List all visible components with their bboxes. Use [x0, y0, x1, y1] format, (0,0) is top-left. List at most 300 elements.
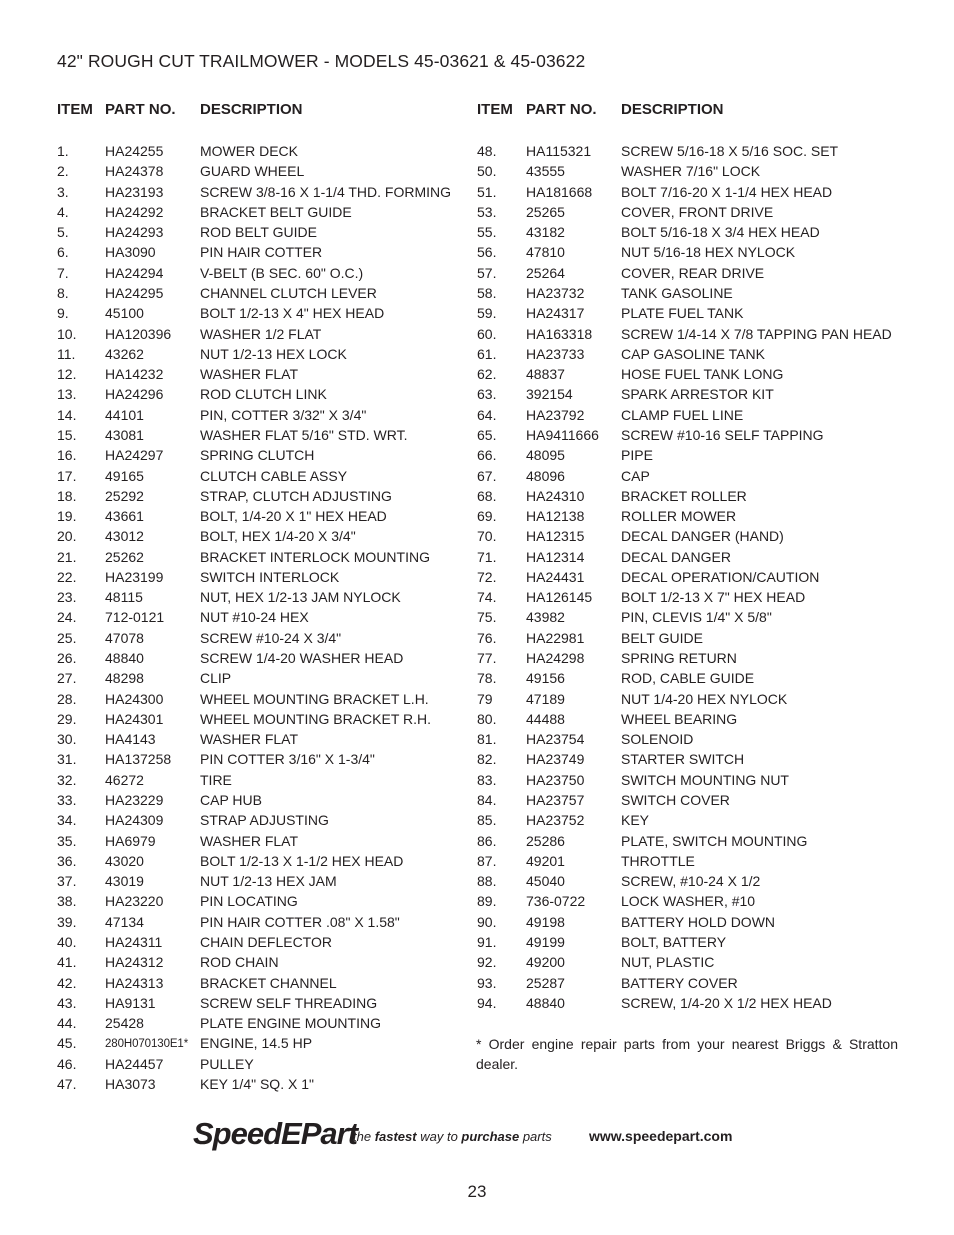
- part-number: 47810: [526, 244, 565, 261]
- footnote: * Order engine repair parts from your nearest Briggs & Stratton dealer.: [476, 1036, 898, 1072]
- item-number: 26.: [57, 650, 77, 667]
- part-number: HA24301: [105, 710, 164, 727]
- part-number: 43019: [105, 873, 144, 890]
- part-number: HA12138: [526, 508, 585, 525]
- part-number: 25286: [526, 832, 565, 849]
- table-row: [0, 1034, 477, 1054]
- part-description: ROD CLUTCH LINK: [200, 386, 327, 403]
- part-description: WASHER FLAT: [200, 832, 299, 849]
- part-number: HA24294: [105, 264, 164, 281]
- table-row: [0, 385, 954, 405]
- part-number: 48840: [526, 994, 565, 1011]
- part-number: 44101: [105, 406, 144, 423]
- tagline-part: fastest: [374, 1129, 417, 1144]
- item-number: 55.: [477, 224, 497, 241]
- part-number: HA23732: [526, 284, 585, 301]
- part-number: HA23792: [526, 406, 585, 423]
- item-number: 75.: [477, 609, 497, 626]
- part-description: BOLT 7/16-20 X 1-1/4 HEX HEAD: [621, 183, 833, 200]
- part-description: PLATE ENGINE MOUNTING: [200, 1015, 381, 1032]
- item-number: 29.: [57, 710, 77, 727]
- part-description: PIN, CLEVIS 1/4" X 5/8": [621, 609, 772, 626]
- item-number: 47.: [57, 1075, 77, 1092]
- part-number: HA24317: [526, 305, 585, 322]
- item-number: 4.: [57, 203, 69, 220]
- part-number: HA23752: [526, 812, 585, 829]
- part-description: WASHER FLAT: [200, 366, 299, 383]
- item-number: 72.: [477, 568, 497, 585]
- part-number: HA24312: [105, 954, 164, 971]
- part-description: BRACKET INTERLOCK MOUNTING: [200, 548, 430, 565]
- item-number: 18.: [57, 487, 77, 504]
- header-part-no: PART NO.: [105, 101, 176, 118]
- part-description: KEY 1/4" SQ. X 1": [200, 1075, 314, 1092]
- item-number: 34.: [57, 812, 77, 829]
- part-description: BOLT 1/2-13 X 7" HEX HEAD: [621, 589, 806, 606]
- item-number: 22.: [57, 568, 77, 585]
- item-number: 59.: [477, 305, 497, 322]
- table-row: [0, 994, 954, 1014]
- table-row: [0, 406, 954, 426]
- part-description: STARTER SWITCH: [621, 751, 745, 768]
- item-number: 81.: [477, 731, 497, 748]
- part-number: HA24311: [105, 933, 163, 950]
- part-description: DECAL OPERATION/CAUTION: [621, 568, 820, 585]
- part-number: 25264: [526, 264, 565, 281]
- part-description: TIRE: [200, 771, 232, 788]
- part-description: WASHER FLAT 5/16" STD. WRT.: [200, 426, 408, 443]
- item-number: 76.: [477, 629, 497, 646]
- part-number: HA23193: [105, 183, 164, 200]
- item-number: 87.: [477, 852, 497, 869]
- part-number: HA24297: [105, 447, 164, 464]
- part-description: BATTERY HOLD DOWN: [621, 913, 776, 930]
- part-description: BRACKET BELT GUIDE: [200, 203, 352, 220]
- part-number: 25292: [105, 487, 144, 504]
- part-number: 49198: [526, 913, 565, 930]
- part-number: HA137258: [105, 751, 172, 768]
- item-number: 80.: [477, 710, 497, 727]
- table-row: [0, 325, 954, 345]
- table-row: [0, 264, 954, 284]
- item-number: 31.: [57, 751, 77, 768]
- part-description: COVER, REAR DRIVE: [621, 264, 765, 281]
- part-description: STRAP, CLUTCH ADJUSTING: [200, 487, 392, 504]
- item-number: 46.: [57, 1055, 77, 1072]
- tagline-part: parts: [519, 1129, 552, 1144]
- part-number: 392154: [526, 386, 573, 403]
- item-number: 68.: [477, 487, 497, 504]
- part-description: MOWER DECK: [200, 143, 298, 159]
- item-number: 2.: [57, 163, 69, 180]
- part-number: 25262: [105, 548, 144, 565]
- website-link[interactable]: www.speedepart.com: [589, 1128, 733, 1144]
- part-number: 43661: [105, 508, 144, 525]
- table-row: [0, 953, 954, 973]
- table-row: [0, 669, 954, 689]
- item-number: 39.: [57, 913, 77, 930]
- table-row: [0, 913, 954, 933]
- part-description: ROLLER MOWER: [621, 508, 737, 525]
- part-number: HA24300: [105, 690, 164, 707]
- part-description: SCREW, 1/4-20 X 1/2 HEX HEAD: [621, 994, 832, 1011]
- part-description: ROD BELT GUIDE: [200, 224, 317, 241]
- item-number: 65.: [477, 426, 497, 443]
- part-description: BRACKET ROLLER: [621, 487, 747, 504]
- header-part-no: PART NO.: [526, 101, 597, 118]
- item-number: 8.: [57, 284, 69, 301]
- part-number: HA24309: [105, 812, 164, 829]
- part-description: PIN HAIR COTTER: [200, 244, 323, 261]
- table-row: [0, 892, 954, 912]
- part-number: HA126145: [526, 589, 593, 606]
- part-number: HA115321: [526, 143, 592, 159]
- part-description: CAP: [621, 467, 650, 484]
- part-description: BOLT, BATTERY: [621, 933, 727, 950]
- part-number: HA24310: [526, 487, 585, 504]
- part-description: NUT, HEX 1/2-13 JAM NYLOCK: [200, 589, 401, 606]
- part-number: 49201: [526, 852, 565, 869]
- item-number: 74.: [477, 589, 497, 606]
- part-number: HA3073: [105, 1075, 156, 1092]
- part-number: HA24431: [526, 568, 585, 585]
- part-number: 43555: [526, 163, 565, 180]
- item-number: 93.: [477, 974, 497, 991]
- table-row: [0, 771, 954, 791]
- item-number: 85.: [477, 812, 497, 829]
- table-row: [0, 710, 954, 730]
- part-number: HA24457: [105, 1055, 164, 1072]
- item-number: 23.: [57, 589, 77, 606]
- part-number: 47078: [105, 629, 144, 646]
- part-description: SPRING CLUTCH: [200, 447, 315, 464]
- part-description: BRACKET CHANNEL: [200, 974, 337, 991]
- part-description: PLATE, SWITCH MOUNTING: [621, 832, 808, 849]
- item-number: 91.: [477, 933, 497, 950]
- item-number: 25.: [57, 629, 77, 646]
- part-description: SCREW SELF THREADING: [200, 994, 378, 1011]
- table-row: [0, 507, 954, 527]
- table-row: [0, 345, 954, 365]
- item-number: 43.: [57, 994, 77, 1011]
- part-description: BELT GUIDE: [621, 629, 703, 646]
- item-number: 92.: [477, 954, 497, 971]
- part-number: 25287: [526, 974, 565, 991]
- header-description: DESCRIPTION: [200, 101, 303, 118]
- item-number: 56.: [477, 244, 497, 261]
- table-row: [0, 365, 954, 385]
- item-number: 41.: [57, 954, 77, 971]
- part-description: WASHER 7/16" LOCK: [621, 163, 761, 180]
- part-description: WHEEL BEARING: [621, 710, 738, 727]
- part-number: HA23757: [526, 792, 585, 808]
- part-number: HA6979: [105, 832, 156, 849]
- item-number: 32.: [57, 771, 77, 788]
- part-number: HA24296: [105, 386, 164, 403]
- item-number: 77.: [477, 650, 497, 667]
- part-number: 49200: [526, 954, 565, 971]
- part-number: HA4143: [105, 731, 156, 748]
- item-number: 44.: [57, 1015, 77, 1032]
- part-number: 25265: [526, 203, 565, 220]
- part-description: COVER, FRONT DRIVE: [621, 203, 774, 220]
- item-number: 17.: [57, 467, 77, 484]
- item-number: 64.: [477, 406, 497, 423]
- part-number: HA23220: [105, 893, 164, 910]
- part-number: HA24295: [105, 284, 164, 301]
- item-number: 28.: [57, 690, 77, 707]
- part-number: 49165: [105, 467, 144, 484]
- part-number: HA23199: [105, 568, 164, 585]
- tagline: [353, 1129, 552, 1144]
- part-number: HA24298: [526, 650, 585, 667]
- part-description: SCREW 1/4-14 X 7/8 TAPPING PAN HEAD: [621, 325, 892, 342]
- part-number: HA9131: [105, 994, 156, 1011]
- part-description: THROTTLE: [621, 852, 695, 869]
- item-number: 63.: [477, 386, 497, 403]
- part-number: 736-0722: [526, 893, 586, 910]
- part-description: WHEEL MOUNTING BRACKET R.H.: [200, 710, 432, 727]
- table-row: [0, 446, 954, 466]
- item-number: 3.: [57, 183, 69, 200]
- part-number: HA120396: [105, 325, 172, 342]
- table-row: [0, 608, 954, 628]
- item-number: 42.: [57, 974, 77, 991]
- part-number: 45040: [526, 873, 565, 890]
- part-number: 43020: [105, 852, 144, 869]
- part-number: HA24292: [105, 203, 164, 220]
- part-number: 48096: [526, 467, 565, 484]
- part-description: BATTERY COVER: [621, 974, 738, 991]
- part-description: NUT, PLASTIC: [621, 954, 715, 971]
- part-number: HA23750: [526, 771, 585, 788]
- item-number: 14.: [57, 406, 77, 423]
- item-number: 62.: [477, 366, 497, 383]
- part-description: DECAL DANGER: [621, 548, 731, 565]
- part-description: TANK GASOLINE: [621, 284, 733, 301]
- part-number: HA3090: [105, 244, 156, 261]
- part-description: ROD, CABLE GUIDE: [621, 670, 755, 687]
- part-number: HA163318: [526, 325, 593, 342]
- table-row: [0, 629, 954, 649]
- item-number: 5.: [57, 224, 69, 241]
- item-number: 90.: [477, 913, 497, 930]
- column-headers-right: [0, 101, 954, 121]
- table-row: [0, 304, 954, 324]
- table-row: [0, 426, 954, 446]
- table-row: [0, 487, 954, 507]
- table-row: [0, 933, 954, 953]
- item-number: 21.: [57, 548, 77, 565]
- part-number: HA23749: [526, 751, 585, 768]
- part-description: ENGINE, 14.5 HP: [200, 1035, 313, 1052]
- item-number: 13.: [57, 386, 77, 403]
- part-number: 43982: [526, 609, 565, 626]
- table-row: [0, 223, 954, 243]
- table-row: [0, 284, 954, 304]
- part-description: NUT #10-24 HEX: [200, 609, 309, 626]
- part-description: NUT 1/2-13 HEX JAM: [200, 873, 337, 890]
- item-number: 19.: [57, 508, 77, 525]
- item-number: 94.: [477, 994, 497, 1011]
- part-description: CLUTCH CABLE ASSY: [200, 467, 348, 484]
- header-item: ITEM: [477, 101, 513, 118]
- item-number: 53.: [477, 203, 497, 220]
- item-number: 69.: [477, 508, 497, 525]
- part-number: 46272: [105, 771, 144, 788]
- part-number: 48837: [526, 366, 565, 383]
- part-description: SCREW 3/8-16 X 1-1/4 THD. FORMING: [200, 183, 452, 200]
- part-number: HA23229: [105, 792, 164, 808]
- part-number: HA22981: [526, 629, 585, 646]
- item-number: 51.: [477, 183, 497, 200]
- table-row: [0, 791, 954, 811]
- part-number: 25428: [105, 1015, 144, 1032]
- part-number: HA181668: [526, 183, 593, 200]
- table-row: [0, 203, 954, 223]
- table-row: [0, 974, 954, 994]
- item-number: 16.: [57, 447, 77, 464]
- item-number: 83.: [477, 771, 497, 788]
- item-number: 66.: [477, 447, 497, 464]
- table-row: [0, 183, 954, 203]
- table-row: [0, 142, 954, 162]
- part-number: 48298: [105, 670, 144, 687]
- item-number: 7.: [57, 264, 69, 281]
- part-description: SWITCH INTERLOCK: [200, 568, 340, 585]
- item-number: 71.: [477, 548, 497, 565]
- part-number: 44488: [526, 710, 565, 727]
- item-number: 40.: [57, 933, 77, 950]
- tagline-part: purchase: [461, 1129, 520, 1144]
- item-number: 27.: [57, 670, 77, 687]
- part-description: PIN COTTER 3/16" X 1-3/4": [200, 751, 375, 768]
- part-description: SCREW #10-16 SELF TAPPING: [621, 426, 824, 443]
- part-number: 43182: [526, 224, 565, 241]
- table-row: [0, 852, 954, 872]
- table-row: [0, 750, 954, 770]
- part-description: GUARD WHEEL: [200, 163, 305, 180]
- item-number: 20.: [57, 528, 77, 545]
- part-description: BOLT 1/2-13 X 1-1/2 HEX HEAD: [200, 852, 404, 869]
- tagline-part: way to: [416, 1129, 462, 1144]
- part-number: HA23754: [526, 731, 585, 748]
- table-row: [0, 649, 954, 669]
- part-number: 48115: [105, 589, 143, 606]
- part-description: PIN LOCATING: [200, 893, 298, 910]
- item-number: 78.: [477, 670, 497, 687]
- part-description: PLATE FUEL TANK: [621, 305, 744, 322]
- item-number: 50.: [477, 163, 497, 180]
- item-number: 82.: [477, 751, 497, 768]
- item-number: 10.: [57, 325, 77, 342]
- item-number: 84.: [477, 792, 497, 808]
- tagline-part: the: [353, 1129, 375, 1144]
- part-number: 47189: [526, 690, 565, 707]
- table-row: [0, 527, 954, 547]
- item-number: 86.: [477, 832, 497, 849]
- part-description: SCREW 5/16-18 X 5/16 SOC. SET: [621, 143, 839, 159]
- item-number: 38.: [57, 893, 77, 910]
- speedepart-logo: SpeedEPart: [193, 1116, 358, 1151]
- item-number: 9.: [57, 305, 69, 322]
- part-description: BOLT 1/2-13 X 4" HEX HEAD: [200, 305, 385, 322]
- part-number: 43081: [105, 426, 144, 443]
- table-row: [0, 162, 954, 182]
- part-number: HA23733: [526, 345, 585, 362]
- table-row: [0, 1075, 477, 1095]
- item-number: 33.: [57, 792, 77, 808]
- part-description: NUT 1/4-20 HEX NYLOCK: [621, 690, 788, 707]
- item-number: 57.: [477, 264, 497, 281]
- table-row: [0, 832, 954, 852]
- item-number: 60.: [477, 325, 497, 342]
- header-description: DESCRIPTION: [621, 101, 724, 118]
- part-number: HA24378: [105, 163, 164, 180]
- header-item: ITEM: [57, 101, 93, 118]
- item-number: 30.: [57, 731, 77, 748]
- part-number: 43012: [105, 528, 144, 545]
- part-description: V-BELT (B SEC. 60" O.C.): [200, 264, 364, 281]
- part-description: SWITCH COVER: [621, 792, 730, 808]
- part-number: HA24313: [105, 974, 164, 991]
- part-number: HA14232: [105, 366, 164, 383]
- part-description: PIN, COTTER 3/32" X 3/4": [200, 406, 367, 423]
- part-description: CHANNEL CLUTCH LEVER: [200, 284, 377, 301]
- part-number: 48095: [526, 447, 565, 464]
- item-number: 35.: [57, 832, 77, 849]
- part-number: HA12314: [526, 548, 585, 565]
- item-number: 45.: [57, 1035, 77, 1052]
- part-description: PIPE: [621, 447, 653, 464]
- part-description: WASHER FLAT: [200, 731, 299, 748]
- table-row: [0, 243, 954, 263]
- part-description: SPRING RETURN: [621, 650, 737, 667]
- part-description: KEY: [621, 812, 650, 829]
- item-number: 11.: [57, 345, 76, 362]
- item-number: 70.: [477, 528, 497, 545]
- part-description: SCREW #10-24 X 3/4": [200, 629, 342, 646]
- part-description: NUT 5/16-18 HEX NYLOCK: [621, 244, 796, 261]
- part-number: HA9411666: [526, 426, 599, 443]
- table-row: [0, 467, 954, 487]
- part-number: 47134: [105, 913, 144, 930]
- item-number: 58.: [477, 284, 497, 301]
- part-description: PIN HAIR COTTER .08" X 1.58": [200, 913, 400, 930]
- part-description: CAP HUB: [200, 792, 262, 808]
- part-description: BOLT 5/16-18 X 3/4 HEX HEAD: [621, 224, 820, 241]
- part-number: 712-0121: [105, 609, 165, 626]
- page-title: 42" ROUGH CUT TRAILMOWER - MODELS 45-03621 & 45-03622: [57, 51, 586, 71]
- item-number: 1.: [57, 143, 69, 159]
- part-description: SPARK ARRESTOR KIT: [621, 386, 774, 403]
- item-number: 6.: [57, 244, 69, 261]
- part-number: HA24255: [105, 143, 164, 159]
- part-description: CHAIN DEFLECTOR: [200, 933, 332, 950]
- part-description: DECAL DANGER (HAND): [621, 528, 784, 545]
- item-number: 48.: [477, 143, 497, 159]
- part-number: 48840: [105, 650, 144, 667]
- part-description: LOCK WASHER, #10: [621, 893, 756, 910]
- part-description: SCREW 1/4-20 WASHER HEAD: [200, 650, 404, 667]
- parts-list-right: [0, 142, 954, 1014]
- table-row: [0, 568, 954, 588]
- page-number: 23: [467, 1182, 487, 1201]
- part-number: 49156: [526, 670, 565, 687]
- item-number: 37.: [57, 873, 77, 890]
- part-description: PULLEY: [200, 1055, 254, 1072]
- part-description: CAP GASOLINE TANK: [621, 345, 765, 362]
